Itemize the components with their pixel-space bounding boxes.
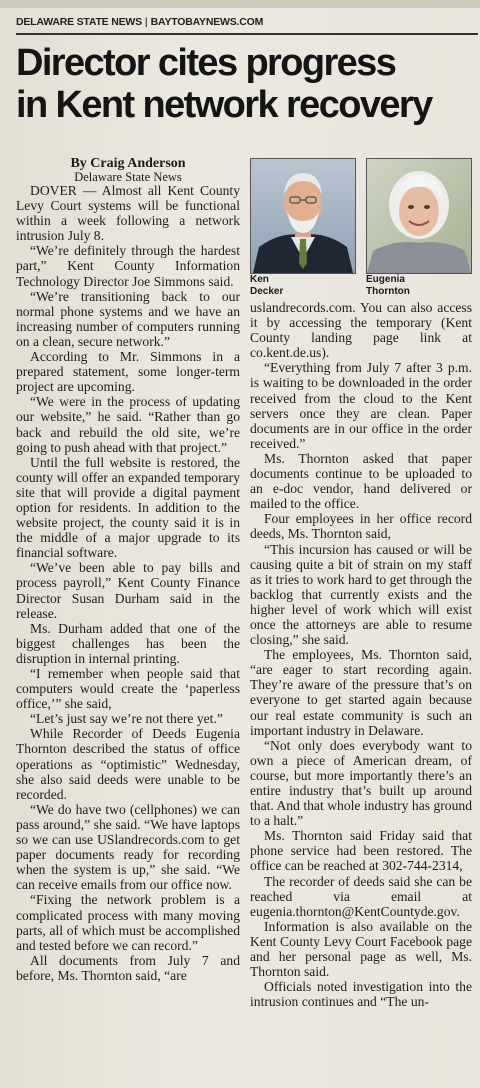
photo-caption-eugenia-thornton: Eugenia Thornton xyxy=(366,274,410,297)
headline-line-1: Director cites progress xyxy=(16,42,396,84)
paragraph: “Fixing the network problem is a complicated process with many moving parts, all of which must be accomplished and tested before we can record.” xyxy=(16,892,240,953)
paragraph: “We do have two (cellphones) we can pass around,” she said. “We have laptops so we can use USlandrecords.com to get paper documents ready for recording when the system is up,” she said. “We can receive emails from our office now. xyxy=(16,801,240,893)
paragraph: The recorder of deeds said she can be reached via email at eugenia.thornton@KentCountyde.gov. xyxy=(250,873,472,919)
paragraph: The employees, Ms. Thornton said, “are eager to start recording again. They’re aware of the pressure that’s on everyone to get started again because our real estate community is such an important industry in Delaware. xyxy=(250,647,472,738)
article-column-left xyxy=(16,152,240,983)
headline xyxy=(16,42,478,126)
paragraph: Ms. Thornton asked that paper documents continue to be uploaded to an e-doc vendor, hand delivered or mailed to the office. xyxy=(250,450,472,512)
masthead-rule xyxy=(16,33,478,35)
masthead xyxy=(16,16,263,28)
headline-line-2: in Kent network recovery xyxy=(16,84,432,126)
section-name: DELAWARE STATE NEWS xyxy=(16,16,142,28)
site-name: BAYTOBAYNEWS.COM xyxy=(150,16,264,28)
paragraph: According to Mr. Simmons in a prepared statement, some longer-term project are upcoming. xyxy=(16,349,240,395)
paragraph: While Recorder of Deeds Eugenia Thornton described the status of office operations as “optimistic” Wednesday, she also said deeds were unable to be recorded. xyxy=(16,726,240,802)
paragraph: Four employees in her office record deeds, Ms. Thornton said, xyxy=(250,511,472,542)
paragraph: “Not only does everybody want to own a piece of American dream, of course, but more importantly there’s an entire industry that’s built up around that. And that whole industry has ground to a halt.” xyxy=(250,737,472,829)
paragraph: Ms. Thornton said Friday said that phone service had been restored. The office can be reached at 302-744-2314, xyxy=(250,828,472,874)
photo-ken-decker xyxy=(250,158,356,274)
paragraph: “We’re transitioning back to our normal phone systems and we have an increasing number of computers running on a clean, secure network.” xyxy=(16,288,240,349)
paragraph: “I remember when people said that computers would create the ‘paperless office,’” she said, xyxy=(16,666,240,712)
paragraph: “We were in the process of updating our website,” he said. “Rather than go back and rebuild the old site, we’re going to push ahead with that project.” xyxy=(16,394,240,455)
paragraph: “Let’s just say we’re not there yet.” xyxy=(30,711,223,727)
paragraph: Information is also available on the Kent County Levy Court Facebook page and her personal page as well, Ms. Thornton said. xyxy=(250,918,472,980)
byline-organization: Delaware State News xyxy=(74,170,182,184)
paragraph: Until the full website is restored, the county will offer an expanded temporary site that will provide a digital payment option for residents. In addition to the website project, the county said it is in the middle of a major upgrade to its financial software. xyxy=(16,454,240,561)
paragraph: Officials noted investigation into the intrusion continues and “The un- xyxy=(250,979,472,1010)
article-column-right xyxy=(250,300,472,1009)
paragraph: “This incursion has caused or will be causing quite a bit of strain on my staff as it tries to work hard to get through the backlog that currently exists and the higher level of work which will exist once the attorneys are able to resume closing,” she said. xyxy=(250,541,472,648)
paragraph: DOVER — Almost all Kent County Levy Court systems will be functional within a week following a network intrusion July 8. xyxy=(16,183,240,244)
photo-eugenia-thornton xyxy=(366,158,472,274)
paragraph: All documents from July 7 and before, Ms. Thornton said, “are xyxy=(16,952,240,983)
byline-author: By Craig Anderson xyxy=(70,156,186,171)
top-edge xyxy=(0,0,480,8)
paragraph: uslandrecords.com. You can also access it by accessing the temporary (Kent County landing page link at co.kent.de.us). xyxy=(250,300,472,361)
portrait-woman-image xyxy=(367,159,471,273)
photo-caption-ken-decker: Ken Decker xyxy=(250,274,284,297)
paragraph: Ms. Durham added that one of the biggest challenges has been the disruption in internal printing. xyxy=(16,620,240,666)
paragraph: “We’re definitely through the hardest part,” Kent County Information Technology Director Joe Simmons said. xyxy=(16,243,240,289)
masthead-separator: | xyxy=(144,16,148,28)
portrait-man-image xyxy=(251,159,355,273)
paragraph: “Everything from July 7 after 3 p.m. is waiting to be downloaded in the order received from the cloud to the Kent servers once they are clean. Paper documents are in our office in the order received.” xyxy=(250,360,472,451)
paragraph: “We’ve been able to pay bills and process payroll,” Kent County Finance Director Susan Durham said in the release. xyxy=(16,560,240,621)
